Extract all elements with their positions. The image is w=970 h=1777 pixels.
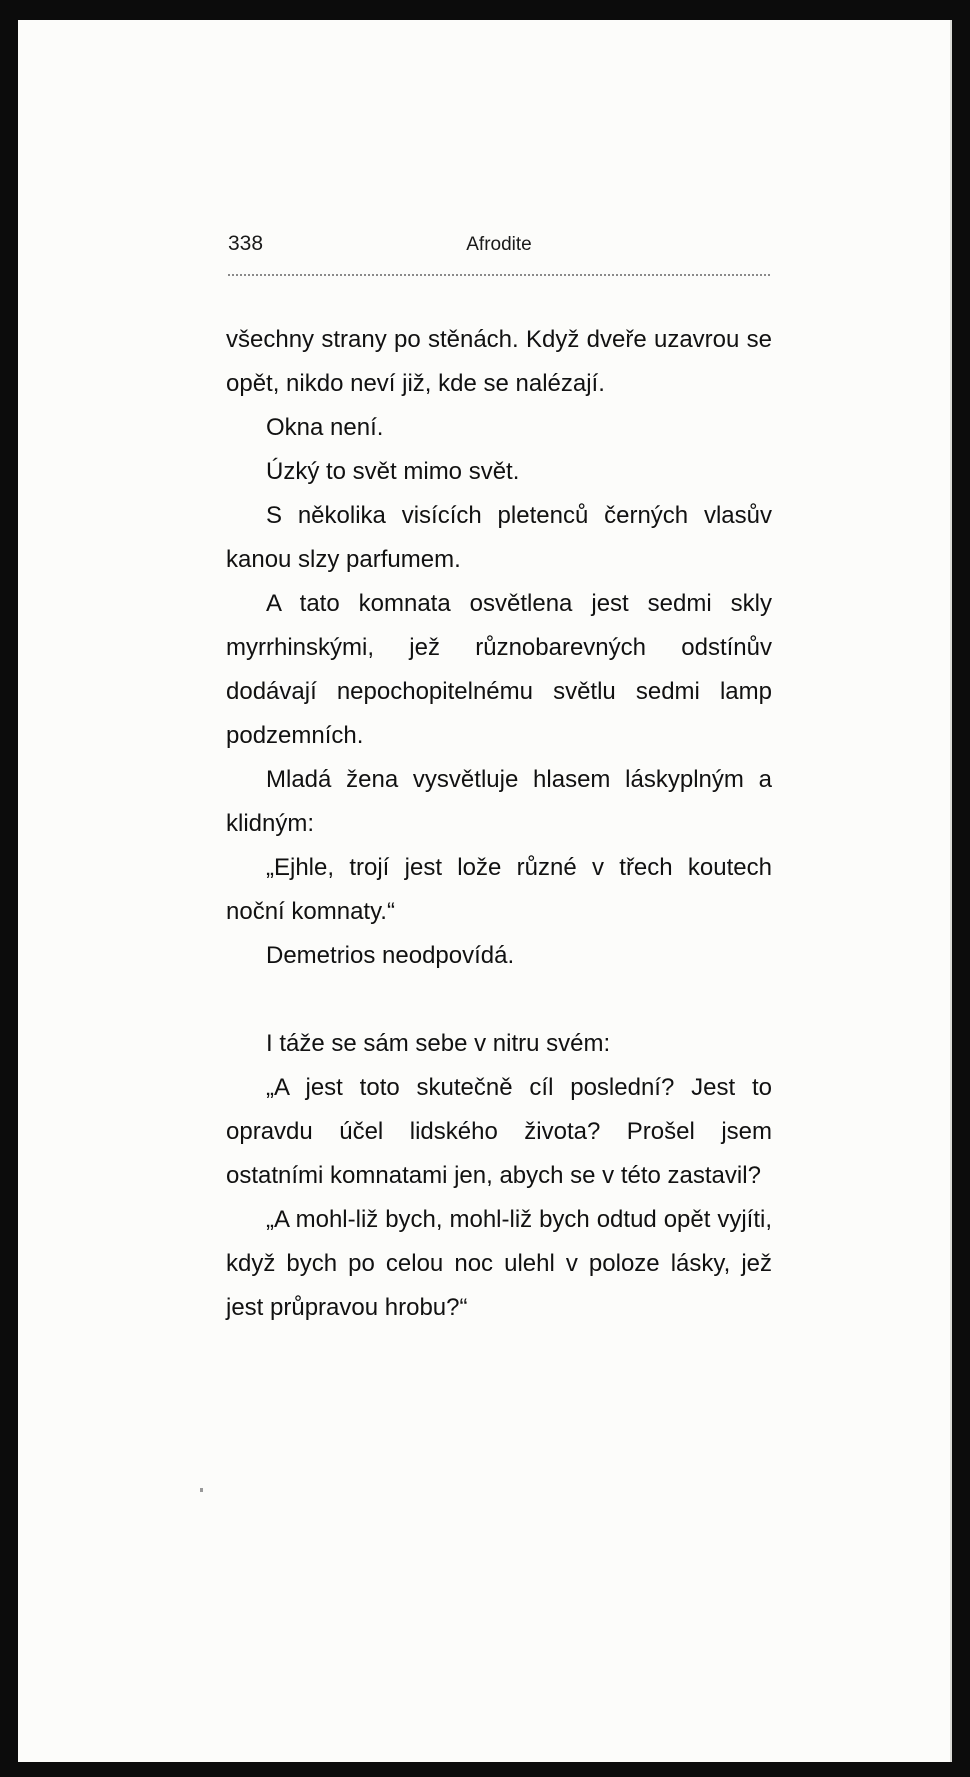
paragraph: „A jest toto skutečně cíl poslední? Jest to opravdu účel lidského života? Prošel jsem ostatními komnatami jen, abych se v této zastavil? bbox=[226, 1074, 772, 1189]
paragraph: všechny strany po stěnách. Když dveře uzavrou se opět, nikdo neví již, kde se nalézají. bbox=[226, 326, 772, 397]
page-number: 338 bbox=[228, 232, 264, 255]
page-header bbox=[228, 228, 770, 278]
body-text bbox=[226, 318, 772, 1330]
paragraph: „Ejhle, trojí jest lože různé v třech koutech noční komnaty.“ bbox=[226, 854, 772, 925]
paragraph: „A mohl-liž bych, mohl-liž bych odtud opět vyjíti, když bych po celou noc ulehl v poloze lásky, jež jest průpravou hrobu?“ bbox=[226, 1206, 772, 1321]
paragraph: Okna není. bbox=[266, 414, 384, 441]
paragraph: S několika visících pletenců černých vlasův kanou slzy parfumem. bbox=[226, 502, 772, 573]
paragraph: Demetrios neodpovídá. bbox=[266, 942, 515, 969]
section-break bbox=[226, 978, 772, 1022]
running-title: Afrodite bbox=[466, 234, 532, 255]
paragraph: Úzký to svět mimo svět. bbox=[266, 458, 520, 485]
paper-speck bbox=[200, 1488, 203, 1492]
paragraph: A tato komnata osvětlena jest sedmi skly myrrhinskými, jež různobarevných odstínův dodávají nepochopitelnému světlu sedmi lamp podzemních. bbox=[226, 590, 772, 749]
paragraph: I táže se sám sebe v nitru svém: bbox=[266, 1030, 611, 1057]
header-divider bbox=[228, 274, 770, 276]
paragraph: Mladá žena vysvětluje hlasem láskyplným a klidným: bbox=[226, 766, 772, 837]
